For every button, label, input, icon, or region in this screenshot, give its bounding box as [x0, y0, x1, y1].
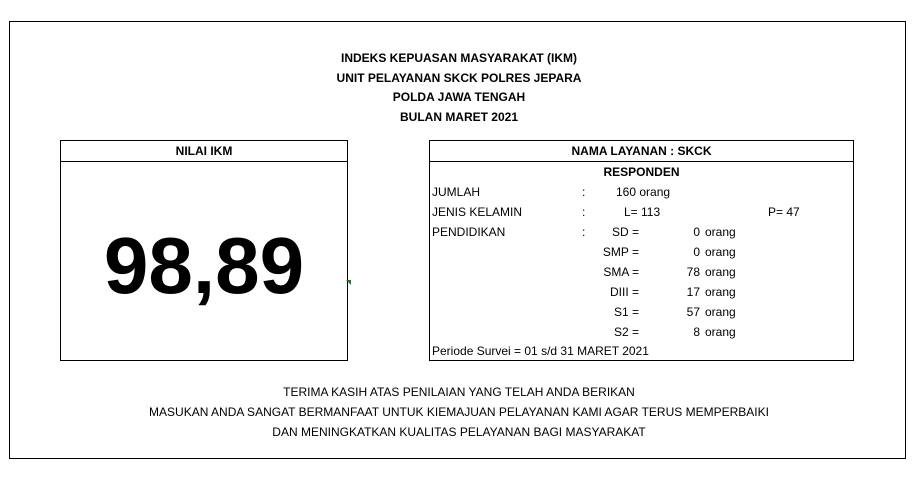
edu-unit: orang — [705, 265, 736, 279]
header-title: INDEKS KEPUASAN MASYARAKAT (IKM) — [340, 51, 577, 65]
footer-line: TERIMA KASIH ATAS PENILAIAN YANG TELAH ANDA BERIKAN — [283, 385, 635, 399]
edu-count: 0 — [693, 245, 700, 259]
footer-line: MASUKAN ANDA SANGAT BERMANFAAT UNTUK KIEMAJUAN PELAYANAN KAMI AGAR TERUS MEMPERBAIKI — [149, 405, 769, 419]
edu-level: SMP = — [602, 245, 639, 259]
thank-you-message — [0, 382, 918, 442]
edu-count: 57 — [686, 305, 700, 319]
edu-unit: orang — [705, 245, 736, 259]
edu-unit: orang — [705, 325, 736, 339]
header-unit: UNIT PELAYANAN SKCK POLRES JEPARA — [336, 70, 582, 85]
total-colon: : — [582, 185, 586, 199]
gender-female: P= 47 — [768, 205, 800, 219]
edu-level: SD = — [611, 225, 639, 239]
survey-period: Periode Survei = 01 s/d 31 MARET 2021 — [432, 344, 649, 358]
edu-level: DIII = — [609, 285, 639, 299]
edu-count: 8 — [693, 325, 700, 339]
report-header — [0, 49, 918, 127]
service-info-box — [429, 140, 854, 361]
edu-unit: orang — [705, 305, 736, 319]
gender-colon: : — [582, 205, 586, 219]
total-label: JUMLAH — [432, 185, 481, 199]
ikm-score-title: NILAI IKM — [61, 141, 347, 162]
footer-line: DAN MENINGKATKAN KUALITAS PELAYANAN BAGI MASYARAKAT — [272, 425, 646, 439]
edu-count: 17 — [686, 285, 700, 299]
header-month: BULAN MARET 2021 — [399, 109, 519, 124]
education-colon: : — [582, 225, 586, 239]
total-value: 160 orang — [616, 185, 671, 199]
gender-male: L= 113 — [624, 205, 661, 219]
edu-level: S1 = — [613, 305, 639, 319]
education-label: PENDIDIKAN — [432, 225, 506, 239]
edu-unit: orang — [705, 285, 736, 299]
service-name-title: NAMA LAYANAN : SKCK — [430, 141, 853, 162]
edu-count: 78 — [686, 265, 700, 279]
ikm-score-value: 98,89 — [103, 221, 305, 310]
edu-level: S2 = — [613, 325, 639, 339]
header-region: POLDA JAWA TENGAH — [392, 90, 526, 104]
edu-unit: orang — [705, 225, 736, 239]
edu-count: 0 — [693, 225, 700, 239]
ikm-score-box — [60, 140, 348, 361]
gender-label: JENIS KELAMIN — [432, 205, 523, 219]
edu-level: SMA = — [603, 265, 639, 279]
respondent-heading: RESPONDEN — [603, 165, 680, 179]
cell-comment-marker-icon — [346, 280, 351, 285]
